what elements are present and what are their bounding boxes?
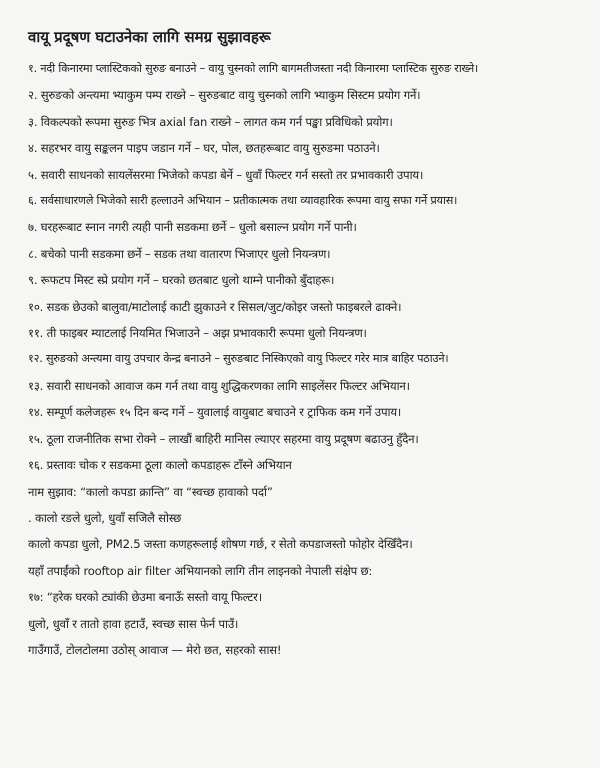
text-line: १७: “हरेक घरको ट्यांकी छेउमा बनाऊँ सस्तो वायू फिल्टर। bbox=[28, 590, 262, 605]
text-line: ६. सर्वसाधारणले भिजेको सारी हल्लाउने अभियान – प्रतीकात्मक तथा व्यावहारिक रूपमा वायु सफा गर्ने प्रयास। bbox=[28, 194, 458, 208]
text-line: धुलो, धुवाँ र तातो हावा हटाउँ, स्वच्छ सास फेर्न पाउँ। bbox=[28, 616, 239, 631]
text-line: ९. रूफटप मिस्ट स्प्रे प्रयोग गर्ने – घरको छतबाट धुलो थाम्ने पानीको बुँदाहरू। bbox=[28, 273, 335, 288]
text-line: ७. घरहरूबाट स्नान नगरी त्यही पानी सडकमा छर्ने – धुलो बसाल्न प्रयोग गर्ने पानी। bbox=[28, 220, 357, 235]
suggestion-list bbox=[28, 56, 578, 663]
text-line: १२. सुरुङको अन्त्यमा वायु उपचार केन्द्र बनाउने – सुरुङबाट निस्किएको वायु फिल्टर गरेर मात्र बाहिर पठाउने। bbox=[28, 352, 449, 366]
text-line: १४. सम्पूर्ण कलेजहरू १५ दिन बन्द गर्ने – युवालाई वायुबाट बचाउने र ट्राफिक कम गर्ने उपाय। bbox=[28, 405, 402, 420]
text-line: ११. ती फाइबर म्याटलाई नियमित भिजाउने – अझ प्रभावकारी रूपमा धुलो नियन्त्रण। bbox=[28, 326, 367, 341]
text-line: ८. बचेको पानी सडकमा छर्ने – सडक तथा वातारण भिजाएर धुलो नियन्त्रण। bbox=[28, 246, 331, 261]
text-line: १३. सवारी साधनको आवाज कम गर्न तथा वायु शुद्धिकरणका लागि साइलेंसर फिल्टर अभियान। bbox=[28, 378, 410, 393]
text-line: ४. सहरभर वायु सङ्कलन पाइप जडान गर्ने – घर, पोल, छतहरूबाट वायु सुरुङमा पठाउने। bbox=[28, 141, 380, 156]
text-line: नाम सुझाव: “कालो कपडा क्रान्ति” वा “स्वच्छ हावाको पर्दा” bbox=[28, 484, 273, 499]
text-line: २. सुरुङको अन्त्यमा भ्याकुम पम्प राख्ने – सुरुङबाट वायु चुस्नको लागि भ्याकुम सिस्टम प्रयोग गर्ने। bbox=[28, 88, 421, 103]
text-line: १. नदी किनारमा प्लास्टिकको सुरुङ बनाउने – वायु चुस्नको लागि बागमतीजस्ता नदी किनारमा प्लास्टिक सुरुङ राख्ने। bbox=[28, 62, 479, 75]
text-line: १६. प्रस्तावः चोक र सडकमा ठूला कालो कपडाहरू टाँस्ने अभियान bbox=[28, 458, 292, 473]
text-line: ३. विकल्पको रूपमा सुरुङ भित्र axial fan राख्ने – लागत कम गर्न पङ्खा प्रविधिको प्रयोग। bbox=[28, 114, 393, 129]
text-line: १५. ठूला राजनीतिक सभा रोक्ने – लाखौं बाहिरी मानिस ल्याएर सहरमा वायु प्रदूषण बढाउनु हुँदैन। bbox=[28, 431, 419, 446]
text-line: कालो कपडा धुलो, PM2.5 जस्ता कणहरूलाई शोषण गर्छ, र सेतो कपडाजस्तो फोहोर देखिँदैन। bbox=[28, 537, 413, 552]
text-line: . कालो रङले धुलो, धुवाँ सजिलै सोस्छ bbox=[28, 510, 181, 525]
text-line: यहाँ तपाईंको rooftop air filter अभियानको लागि तीन लाइनको नेपाली संक्षेप छ: bbox=[28, 563, 373, 578]
document-title: वायू प्रदूषण घटाउनेका लागि समग्र सुझावहरू bbox=[28, 28, 271, 46]
text-line: ५. सवारी साधनको सायलेंसरमा भिजेको कपडा बेर्ने – धुवाँ फिल्टर गर्न सस्तो तर प्रभावकारी उपाय। bbox=[28, 167, 424, 182]
text-line: १०. सडक छेउको बालुवा/माटोलाई काटी झुकाउने र सिसल/जुट/कोइर जस्तो फाइबरले ढाक्ने। bbox=[28, 299, 402, 314]
text-line: गाउँगाउँ, टोलटोलमा उठोस् आवाज — मेरो छत, सहरको सास! bbox=[28, 642, 282, 657]
